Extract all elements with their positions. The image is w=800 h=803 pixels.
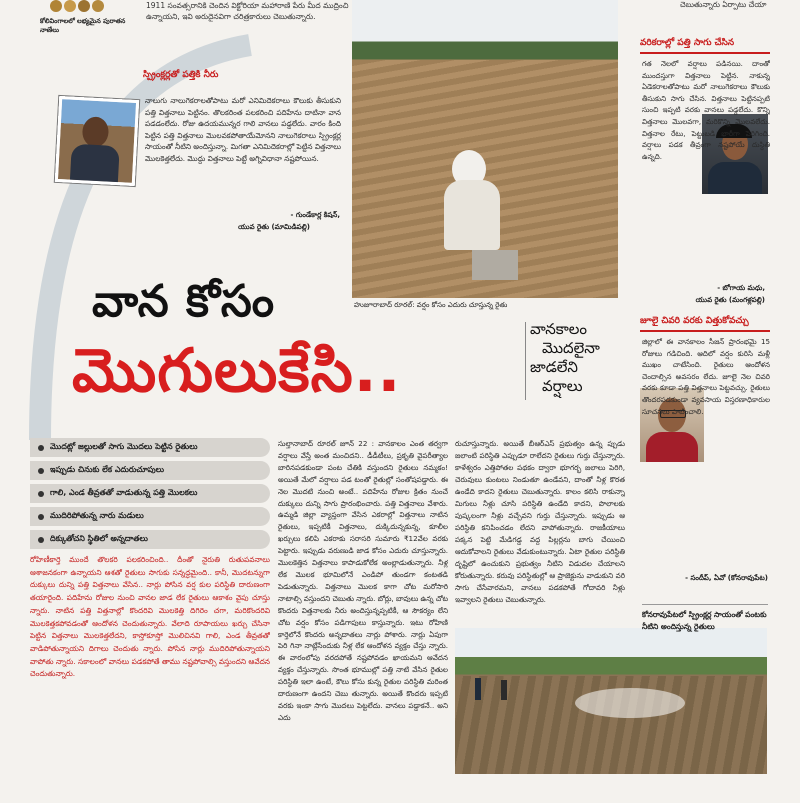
main-photo-farmer <box>352 0 618 298</box>
top-right-text: చెబుతున్నారు ఏర్పాటు చేయా <box>680 0 767 9</box>
box-sandeep <box>640 316 770 594</box>
box3-caption: కోనరావుపేటలో స్ప్రింక్లర్ల సాయంతో పంటకు నీటిని అందిస్తున్న రైతులు <box>642 604 768 633</box>
box1-sig-name: - బోగాయ మధు, <box>717 284 765 292</box>
bullet-dot-icon <box>38 491 44 497</box>
subhead-1: వానకాలం <box>530 320 588 338</box>
subhead-rule <box>525 322 526 400</box>
subhead <box>530 320 620 396</box>
quote-kishan <box>55 70 345 250</box>
quote-title: స్ప్రింక్లర్లతో పత్తికి నీరు <box>143 70 219 80</box>
quote-body: నాలుగు నాలుగెకరాలతోపాటు మరో ఎనిమిదెకరాలు కౌలుకు తీసుకుని పత్తి విత్తనాలు పెట్టినం. తొలకరింత పలకరించి పదిహేను దాటినా వాన పడడంలేదు. రోజు ఉదయమున్నర గాలి వానలు పడ్డలేదు. వారం కింది పెట్టిన పత్తి విత్తనాలు మొలవకపోతాయేమోనని నాలుగెకరాలు స్ప్రింక్లర్ల సాయంతో నీటిని అందిస్తున్నా. మిగతా ఎనిమిదెకరాల్లో పెట్టిన విత్తనాలు మొలకెత్తలేదు. మొద్దు విత్తనాలు పెట్టే అగ్నివిధానా నష్టపోయిన. <box>145 96 341 163</box>
box2-sig: - సందీప్, ఏవో (కోనరావుపేట) <box>685 574 768 582</box>
box2-title: జూలై చివరి వరకు విత్తుకోవచ్చు <box>640 316 770 332</box>
bullet-item: దిక్కుతోచని స్థితిలో అన్నదాతలు <box>30 530 270 549</box>
top-center-text: 1911 సంవత్సరానికి చెందిన విక్టోరియా మహారాణి పేరు మీద ముద్రించి ఉన్నాయని, ఇవి అరుదైనవిగా చరిత్రకారులు చెబుతున్నారు. <box>146 1 349 21</box>
subhead-2: మొదలైనా <box>542 339 600 357</box>
bullet-item: గాలి, ఎండ తీవ్రతతో వాడుతున్న పత్తి మొలకలు <box>30 484 270 503</box>
box1-title: వరికరాల్లో పత్తి సాగు చేసిన <box>640 38 770 54</box>
bullet-item: ఇప్పుడు చినుకు లేక ఎదురుచూపులు <box>30 461 270 480</box>
bullet-dot-icon <box>38 537 44 543</box>
box1-sig-place: యువ రైతు (మంగళ్లపల్లి) <box>695 296 765 304</box>
bullet-list <box>30 438 270 553</box>
coins-caption: కోలివింగాలలో లభ్యమైన పురాతన నాణేలు <box>40 17 126 34</box>
headline-line1: వాన కోసం <box>92 276 276 327</box>
bullet-dot-icon <box>38 514 44 520</box>
lead-text: రోహిణీకార్తె ముందే తొలకరి పలకరించింది.. దీంతో నైరుతి రుతుపవనాలు ఆశాజనకంగా ఉన్నాయని ఆశతో రైతులు సాగుకు సన్నద్ధమైంది.. కానీ, మొదటన్నుగా దుక్కులు దున్ని పత్తి విత్తనాలు వేసిన.. నార్లు పోసిన వర్ష కుల పరిస్థితి దారుణంగా తయారైంది. పదిహేను రోజుల నుంచి వానల జాడ లేక రైతులు ఆకాశం వైపు చూస్తు న్నారు. నాటిన పత్తి విత్తనాల్లో కొందరివి మొలకెత్తి దిగిరెం చగా, మరికొందరివి మొలకెత్తకపోవడంతో ఆందోళన చెందుతున్నారు. వేలాది రూపాయలు ఖర్చు చేసినా పెట్టిన విత్తనాలు మొలకెత్తలేదని, కాస్తోకూస్తో మొలిచినవి గాలి, ఎండ తీవ్రతతో వాడిపోతున్నాయని దిగాలు చెందుతు న్నారు. పోసిన నార్లు ముదిరిపోతున్నాయని వాపోతు న్నారు. సకాలంలో వానలు పడకపోతే తాము నష్టపోవాల్సి వస్తుందని ఆవేదన చెందుతున్నారు. <box>30 555 270 679</box>
bullet-dot-icon <box>38 445 44 451</box>
bullet-item: ముదిరిపోతున్న నారు మడులు <box>30 507 270 526</box>
quote-sig-place: యువ రైతు (మామిడిపల్లి) <box>238 223 310 231</box>
bullet-dot-icon <box>38 468 44 474</box>
box2-body: జిల్లాలో ఈ వానకాలం సీజన్ ప్రారంభమై 15 రోజులు గడిచింది. ఆదిలో వర్షం కురిసి మళ్లీ ముఖం చాటేసింది. రైతులు ఆందోళన చెందాల్సిన అవసరం లేదు. జూలై నెల చివరి వరకు కూడా పత్తి విత్తనాలు పెట్టవచ్చు. రైతులు తొందరపడకుండా వ్యవసాయ విస్తరణాధికారుల సూచనలు పాటించాలి. <box>642 337 770 416</box>
farmer-kishan-photo <box>55 96 139 186</box>
subhead-3: జాడలేని <box>530 358 578 376</box>
box1-body: గత నెలలో వర్షాలు పడినయి. దాంతో ముందస్తుగా విత్తనాలు పెట్టిన. నాకున్న ఏడెకరాలతోపాటు మరో నాలుగెకరాలు కౌలుకు తీసుకుని సాగు చేసిన. విత్తనాలు పెట్టినప్పటి సుంచి ఇప్పటి వరకు వానలు పడ్డలేదు. కొన్ని విత్తనాలు మొలవగా, మరికొన్ని మొలవలేదు. విత్తనాల రేటు, పెట్టుబడి భారీగా పెరిగింది. వర్షాలు పడక తీవ్రంగా నష్టపోయే దుస్థితి ఉన్నది. <box>642 59 770 161</box>
headline-line2: మొగులుకేసి.. <box>72 336 402 406</box>
body-column-3: రుచూస్తున్నారు. అయితే బీఆర్ఎస్ ప్రభుత్వం ఉన్న ప్పుడు జలాంటి పరిస్థితి ఎప్పుడూ రాలేదని రైతులు గుర్తు చేస్తున్నారు. కాళేశ్వరం ఎత్తిపోతల పథకం ద్వారా భూగర్భ జలాలు పెరిగి, చెరువులు కుంటలు నిండుతూ ఉండేవని, దాంతో నీళ్ల కొరత ఉండేది కాదని రైతులు చెబుతున్నారు. కాలం కలిసి రాకున్నా మిగులు నీళ్లు చూసి పరిస్థితి ఉండేది కాదని, పొలాలకు పుష్కలంగా నీళ్లు వచ్చేవని గుర్తు చేస్తున్నారు. ఇప్పుడు ఆ పరిస్థితి కనిపించడం లేదని వాపోతున్నారు. రాజకీయాలు పక్కన పెట్టి మేడిగడ్డ వద్ద పిల్లర్లను బాగు చేయించి ఆదుకోవాలని రైతులు వేడుకుంటున్నారు. ఏటా రైతుల పరిస్థితి దృష్టిలో ఉంచుకుని ప్రభుత్వం నీటిని విడుదల చేయాలని కోరుతున్నారు. కరువు పరిస్థితుల్లో ఆ ప్రాజెక్టును వాడుకుని వరి సాగు చేసేవారమని, వానలు పడకపోతే గోదావరి నీళ్లు ఇవ్వాలని రైతులు చెబుతున్నారు. <box>455 439 625 604</box>
bullet-item: మొదట్లో జల్లులతో సాగు మొదలు పెట్టిన రైతులు <box>30 438 270 457</box>
main-photo-caption: హుజూరాబాద్ రూరల్: వర్షం కోసం ఎదురు చూస్తున్న రైతు <box>354 301 508 309</box>
subhead-4: వర్షాలు <box>542 377 583 395</box>
sprinkler-photo <box>455 628 767 774</box>
quote-sig-name: - గుండేకార్ల కిషన్, <box>290 211 340 219</box>
body-column-2: సుల్తానాబాద్ రూరల్ జూన్ 22 : వానకాలం ఎంత తర్వగా వర్షాలు వేస్తే అంత మంచిదని.. డీడీటీలు, ప్రకృతి వైపరీత్యాల బారినపడకుండా పంట చేతికి వస్తుందని రైతులు నమ్మకం! అయితే మేలో వర్షాలు పడ టంతో రైతుల్లో సంతోషపడ్డారు. ఈ నెల మొదటి నుంచి అంటే.. పదిహేను రోజుల క్రితం నుంచే దుక్కులు దున్ని సాగు ప్రారంభించారు. పత్తి విత్తనాలు వేశారు. ఉమ్మడి జిల్లా వ్యాప్తంగా వేసిన ఎకరాల్లో విత్తనాలు నాటిన రైతులు, ఇప్పటికీ విత్తనాలు, దుక్కిదున్నకున్న, కూలీల ఖర్చులు కలిపి ఎకరాకు సరాసరి సుమారు ₹12వేల వరకు పెట్టారు. ఇప్పుడు వరుణుడి జాడ కోసం ఎదురు చూస్తున్నారు. మొలకెత్తిన విత్తనాలు కాపాడుకోలేక అంల్లాడుతున్నారు. నీళ్ల లేక మొలక భూమిలోనే ఎండిపో తుండగా కంటతడి పెడుతున్నారు. విత్తనాలు మొలక కాగా చోట మరోసారి నాటాల్సి వస్తుందని చెబుతు న్నారు. బోర్లు, బావులు ఉన్న చోట కొందరు విత్తనాలకు నీరు అందిస్తున్నప్పటికీ, ఆ సౌకర్యం లేని చోట వర్షం కోసం పడిగాపులు కాస్తున్నారు. ఇటు రోహిణి కార్తెలోనే కొందరు అన్నదాతలు నార్లు పోశారు. నార్లు ఏపుగా పెరి గినా నాట్లేసేందుకు నీళ్ల లేక ఆందోళన వ్యక్తం చేస్తు న్నారు. ఈ వారంలోపు వరదపోతే నష్టపోవడం ఖాయమని ఆవేదన వ్యక్తం చేస్తున్నారు. సొంత భూముల్లో పత్తి నాటి వేసిన రైతుల పరిస్థితి ఇలా ఉంటే, కౌలు కోసు కున్న రైతుల పరిస్థితి మరింత దారుణంగా ఉందని చెబు తున్నారు. అయితే కొందరు ఇప్పటి వరకు ఇంకా సాగు మొదలు పెట్టలేదు. వానలు పడ్డాకనే.. అని ఎదు <box>278 439 448 722</box>
box-madhu <box>640 38 770 308</box>
